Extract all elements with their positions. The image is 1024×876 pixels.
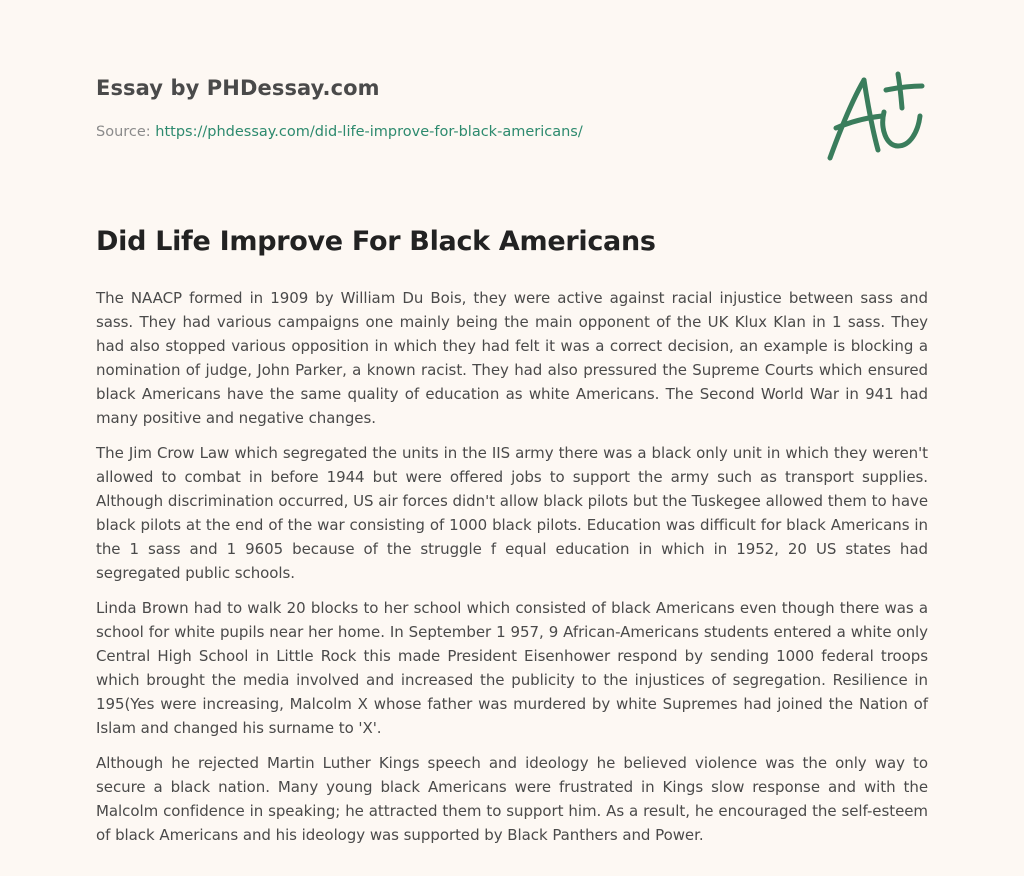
essay-paragraph: The NAACP formed in 1909 by William Du Bois, they were active against racial injustice between sass and sass. They had various campaigns one mainly being the main opponent of the UK Klux Klan in 1 sass. They had also stopped various opposition in which they had felt it was a correct decision, an example is blocking a nomination of judge, John Parker, a known racist. They had also pressured the Supreme Courts which ensured black Americans have the same quality of education as white Americans. The Second World War in 941 had many positive and negative changes. [96, 289, 928, 427]
essay-paragraph: Although he rejected Martin Luther Kings speech and ideology he believed violence was the only way to secure a black nation. Many young black Americans were frustrated in Kings slow response and with the Malcolm confidence in speaking; he attracted them to support him. As a result, he encouraged the self-esteem of black Americans and his ideology was supported by Black Panthers and Power. [96, 754, 928, 844]
source-label: Source: [96, 124, 151, 140]
a-plus-grade-icon [820, 66, 930, 166]
source-line [96, 124, 583, 140]
essay-title-text: Did Life Improve For Black Americans [96, 226, 656, 257]
essay-body [96, 286, 928, 858]
essay-title [96, 226, 656, 257]
essay-paragraph: The Jim Crow Law which segregated the units in the IIS army there was a black only unit in which they weren't allowed to combat in before 1944 but were offered jobs to support the army such as transport supplies. Although discrimination occurred, US air forces didn't allow black pilots but the Tuskegee allowed them to have black pilots at the end of the war consisting of 1000 black pilots. Education was difficult for black Americans in the 1 sass and 1 9605 because of the struggle f equal education in which in 1952, 20 US states had segregated public schools. [96, 444, 928, 582]
site-title: Essay by PHDessay.com [96, 76, 380, 100]
essay-paragraph: Linda Brown had to walk 20 blocks to her school which consisted of black Americans even though there was a school for white pupils near her home. In September 1 957, 9 African-Americans students entered a white only Central High School in Little Rock this made President Eisenhower respond by sending 1000 federal troops which brought the media involved and increased the publicity to the injustices of segregation. Resilience in 195(Yes were increasing, Malcolm X whose father was murdered by white Supremes had joined the Nation of Islam and changed his surname to 'X'. [96, 599, 928, 737]
source-link[interactable]: https://phdessay.com/did-life-improve-for-black-americans/ [155, 124, 583, 140]
